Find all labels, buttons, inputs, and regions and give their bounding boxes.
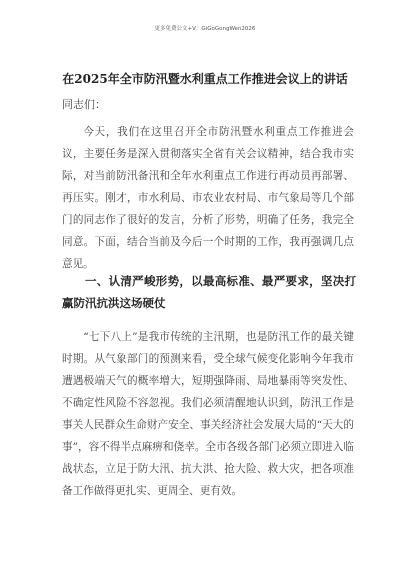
salutation: 同志们： (62, 98, 106, 111)
section-heading-1: 一、认清严峻形势，以最高标准、最严要求，坚决打赢防汛抗洪这场硬仗 (62, 274, 356, 310)
document-title: 在2025年全市防汛暨水利重点工作推进会议上的讲话 (62, 72, 348, 86)
paragraph-section-1: “七下八上”是我市传统的主汛期，也是防汛工作的最关键时期。从气象部门的预测来看，受全球气候变化影响今年我市遭遇极端天气的概率增大，短期强降雨、局地暴雨等突发性、不确定性风险不容忽视。我们必须清醒地认识到，防汛工作是事关人民群众生命财产安全、事关经济社会发展大局的“天大的事”，容不得半点麻痹和侥幸。全市各级各部门必须立即进入临战状态，立足于防大汛、抗大洪、抢大险、救大灾，把各项准备工作做得更扎实、更周全、更有效。 (62, 331, 354, 497)
paragraph-intro: 今天，我们在这里召开全市防汛暨水利重点工作推进会议，主要任务是深入贯彻落实全省有关会议精神，结合我市实际，对当前防汛备汛和全年水利重点工作进行再动员再部署、再压实。刚才，市水利局、市农业农村局、市气象局等几个部门的同志作了很好的发言，分析了形势，明确了任务，我完全同意。下面，结合当前及今后一个时期的工作，我再强调几点意见。 (62, 126, 354, 270)
header-note: 更多免费公文+V：GiGoGongWen2026 (154, 26, 256, 32)
